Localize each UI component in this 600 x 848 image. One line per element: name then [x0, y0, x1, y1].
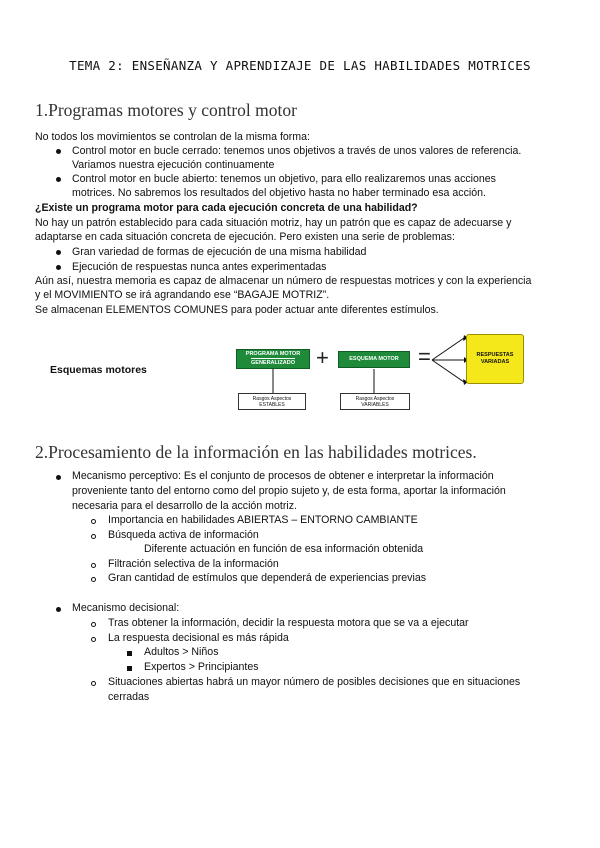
programa-motor-box	[236, 349, 310, 369]
bullet-dot	[56, 250, 61, 255]
para2-line2: y el MOVIMIENTO se irá agrandando ese “BAGAJE MOTRIZ”.	[35, 289, 330, 301]
dec-subitem: Expertos > Principiantes	[144, 661, 259, 673]
perceptivo-line3: necesaria para el desarrollo de la acción motriz.	[72, 500, 297, 512]
para1-line2: adaptarse en cada situación concreta de ejecución. Pero existen una serie de problemas:	[35, 231, 455, 243]
circle-bullet	[91, 681, 96, 686]
perc-item: Gran cantidad de estímulos que dependerá de experiencias previas	[108, 572, 427, 584]
dec-subitem: Adultos > Niños	[144, 646, 219, 658]
diagram-label: Esquemas motores	[50, 364, 147, 376]
circle-bullet	[91, 622, 96, 627]
circle-bullet	[91, 577, 96, 582]
circle-bullet	[91, 637, 96, 642]
section1-heading: 1.Programas motores y control motor	[35, 100, 297, 120]
square-bullet	[127, 651, 132, 656]
result-line2: VARIADAS	[480, 359, 510, 365]
result-line1: RESPUESTAS	[476, 352, 514, 358]
equals-sign: =	[418, 344, 431, 369]
box1-line1: PROGRAMA MOTOR	[245, 351, 301, 357]
perc-subitem: Diferente actuación en función de esa información obtenida	[144, 543, 424, 555]
problem-item: Gran variedad de formas de ejecución de una misma habilidad	[72, 246, 367, 258]
sub2-line1: Rasgos Aspectos	[355, 395, 395, 402]
plus-sign: +	[316, 345, 329, 370]
arrow-lines	[430, 330, 470, 390]
circle-bullet	[91, 534, 96, 539]
sub1-line2: ESTABLES	[259, 401, 285, 408]
intro-text: No todos los movimientos se controlan de la misma forma:	[35, 131, 310, 143]
box2-label: ESQUEMA MOTOR	[349, 356, 399, 362]
bullet-dot	[56, 177, 61, 182]
respuestas-variadas-box	[466, 334, 524, 384]
bullet-dot	[56, 265, 61, 270]
bullet-open-loop-cont: motrices. No sabremos los resultados del objetivo hasta no haber terminado esa acción.	[72, 187, 486, 199]
bullet-open-loop: Control motor en bucle abierto: tenemos un objetivo, para ello realizaremos unas acciones	[72, 173, 496, 185]
bullet-dot	[56, 149, 61, 154]
esquema-motor-box	[338, 351, 410, 368]
page-title: TEMA 2: ENSEÑANZA Y APRENDIZAJE DE LAS HABILIDADES MOTRICES	[69, 58, 531, 73]
square-bullet	[127, 666, 132, 671]
bullet-closed-loop: Control motor en bucle cerrado: tenemos unos objetivos a través de unos valores de referencia.	[72, 145, 522, 157]
rasgos-variables-box	[340, 393, 410, 410]
para2-line1: Aún así, nuestra memoria es capaz de almacenar un número de respuestas motrices y con la experiencia	[35, 275, 532, 287]
rasgos-estables-box	[238, 393, 306, 410]
box1-line2: GENERALIZADO	[251, 360, 295, 366]
sub1-line1: Rasgos Aspectos	[252, 395, 292, 402]
dec-last-line2: cerradas	[108, 691, 150, 703]
circle-bullet	[91, 519, 96, 524]
perc-item: Búsqueda activa de información	[108, 529, 259, 541]
decisional-heading: Mecanismo decisional:	[72, 602, 180, 614]
dec-last-line1: Situaciones abiertas habrá un mayor número de posibles decisiones que en situaciones	[108, 676, 521, 688]
perceptivo-line1: Mecanismo perceptivo: Es el conjunto de procesos de obtener e interpretar la información	[72, 470, 494, 482]
perceptivo-line2: proveniente tanto del entorno como del propio sujeto y, de esta forma, aportar la información	[72, 485, 506, 497]
sub2-line2: VARIABLES	[361, 401, 389, 408]
perc-item: Filtración selectiva de la información	[108, 558, 279, 570]
bullet-dot	[56, 475, 61, 480]
para1-line1: No hay un patrón establecido para cada situación motriz, hay un patrón que es capaz de adecuarse y	[35, 217, 512, 229]
circle-bullet	[91, 563, 96, 568]
dec-item: La respuesta decisional es más rápida	[108, 632, 289, 644]
question-text: ¿Existe un programa motor para cada ejecución concreta de una habilidad?	[35, 202, 418, 214]
connector-lines	[240, 369, 430, 395]
bullet-dot	[56, 607, 61, 612]
perc-item: Importancia en habilidades ABIERTAS – ENTORNO CAMBIANTE	[108, 514, 418, 526]
section2-heading: 2.Procesamiento de la información en las habilidades motrices.	[35, 442, 477, 462]
problem-item: Ejecución de respuestas nunca antes experimentadas	[72, 261, 327, 273]
dec-item: Tras obtener la información, decidir la respuesta motora que se va a ejecutar	[108, 617, 469, 629]
bullet-closed-loop-cont: Variamos nuestra ejecución continuamente	[72, 159, 275, 171]
para2-line3: Se almacenan ELEMENTOS COMUNES para poder actuar ante diferentes estímulos.	[35, 304, 439, 316]
